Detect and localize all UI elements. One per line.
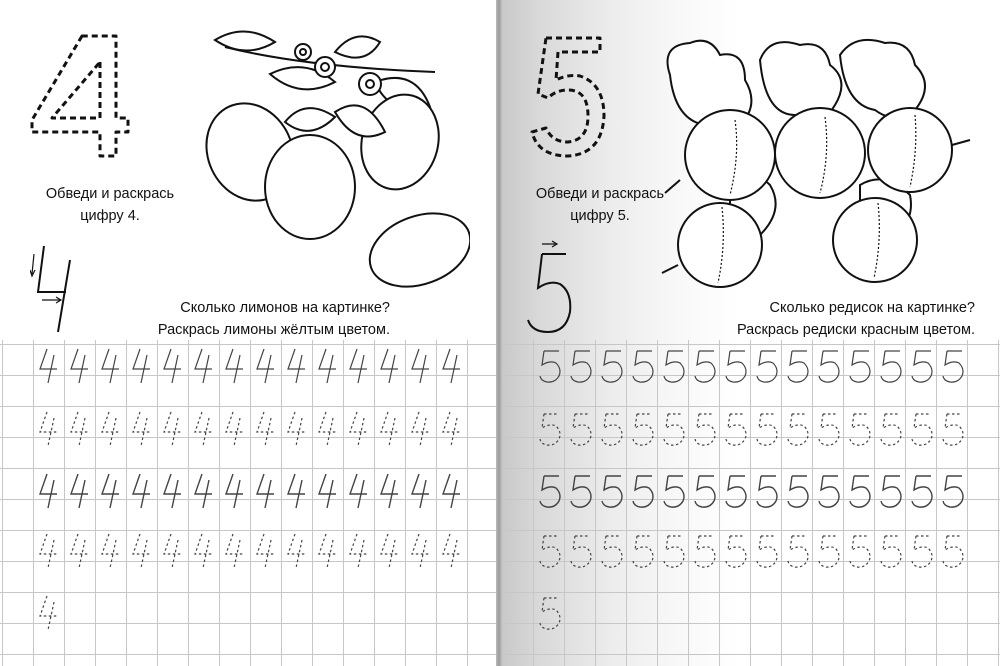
trace-digit-5[interactable] xyxy=(907,345,935,385)
trace-digit-5[interactable] xyxy=(907,530,935,570)
question-line-2: Раскрась редиски красным цветом. xyxy=(736,322,975,338)
instruction-line-1: Обведи и раскрась xyxy=(45,186,175,202)
trace-digit-4[interactable] xyxy=(97,530,125,570)
trace-digit-4[interactable] xyxy=(190,470,218,510)
trace-digit-5[interactable] xyxy=(876,530,904,570)
instruction-text xyxy=(20,183,200,227)
trace-digit-5[interactable] xyxy=(907,470,935,510)
instruction-line-1: Обведи и раскрась xyxy=(535,186,665,202)
trace-digit-4[interactable] xyxy=(345,530,373,570)
trace-digit-4[interactable] xyxy=(97,470,125,510)
trace-digit-4[interactable] xyxy=(283,470,311,510)
instruction-line-2: цифру 4. xyxy=(80,208,140,224)
trace-digit-4[interactable] xyxy=(159,530,187,570)
tracing-row xyxy=(500,408,1000,448)
question-text xyxy=(95,297,390,341)
trace-digit-5[interactable] xyxy=(690,345,718,385)
trace-digit-4[interactable] xyxy=(345,345,373,385)
trace-digit-5[interactable] xyxy=(721,345,749,385)
trace-digit-5[interactable] xyxy=(535,345,563,385)
trace-digit-5[interactable] xyxy=(876,470,904,510)
trace-digit-4[interactable] xyxy=(252,530,280,570)
trace-digit-4[interactable] xyxy=(407,345,435,385)
trace-digit-4[interactable] xyxy=(438,408,466,448)
trace-digit-4[interactable] xyxy=(438,470,466,510)
trace-digit-5[interactable] xyxy=(752,408,780,448)
trace-digit-5[interactable] xyxy=(876,408,904,448)
trace-digit-4[interactable] xyxy=(221,530,249,570)
trace-digit-4[interactable] xyxy=(97,345,125,385)
trace-digit-5[interactable] xyxy=(783,408,811,448)
trace-digit-5[interactable] xyxy=(721,530,749,570)
trace-digit-5[interactable] xyxy=(845,470,873,510)
tracing-row xyxy=(0,592,500,632)
trace-digit-5[interactable] xyxy=(938,470,966,510)
trace-digit-4[interactable] xyxy=(314,408,342,448)
trace-digit-5[interactable] xyxy=(876,345,904,385)
trace-digit-4[interactable] xyxy=(314,470,342,510)
trace-digit-5[interactable] xyxy=(535,470,563,510)
trace-digit-5[interactable] xyxy=(938,408,966,448)
question-line-1: Сколько лимонов на картинке? xyxy=(180,300,390,316)
trace-digit-5[interactable] xyxy=(814,530,842,570)
trace-digit-4[interactable] xyxy=(97,408,125,448)
trace-digit-5[interactable] xyxy=(659,408,687,448)
trace-digit-5[interactable] xyxy=(566,345,594,385)
lemon-branch-illustration[interactable] xyxy=(185,12,470,302)
trace-digit-4[interactable] xyxy=(66,408,94,448)
trace-digit-4[interactable] xyxy=(407,470,435,510)
sample-digit-4-with-arrows xyxy=(30,242,85,342)
trace-digit-5[interactable] xyxy=(845,345,873,385)
trace-digit-4[interactable] xyxy=(283,345,311,385)
trace-digit-4[interactable] xyxy=(283,530,311,570)
tracing-row xyxy=(500,592,1000,632)
trace-digit-5[interactable] xyxy=(597,408,625,448)
trace-digit-4[interactable] xyxy=(376,470,404,510)
trace-digit-5[interactable] xyxy=(752,345,780,385)
trace-digit-4[interactable] xyxy=(128,530,156,570)
trace-digit-4[interactable] xyxy=(159,408,187,448)
trace-digit-4[interactable] xyxy=(376,530,404,570)
question-text xyxy=(650,297,975,341)
tracing-row xyxy=(500,345,1000,385)
trace-digit-5[interactable] xyxy=(659,530,687,570)
trace-digit-5[interactable] xyxy=(597,345,625,385)
radish-bunch-illustration[interactable] xyxy=(660,35,990,300)
trace-digit-4[interactable] xyxy=(345,470,373,510)
tracing-row xyxy=(0,470,500,510)
trace-digit-4[interactable] xyxy=(35,408,63,448)
book-gutter xyxy=(496,0,502,666)
trace-digit-4[interactable] xyxy=(128,408,156,448)
sample-digit-5-with-arrows xyxy=(520,240,575,340)
question-line-1: Сколько редисок на картинке? xyxy=(769,300,975,316)
trace-digit-4[interactable] xyxy=(190,530,218,570)
trace-digit-5[interactable] xyxy=(628,530,656,570)
trace-digit-5[interactable] xyxy=(938,345,966,385)
trace-digit-5[interactable] xyxy=(721,470,749,510)
trace-digit-5[interactable] xyxy=(845,530,873,570)
trace-digit-4[interactable] xyxy=(314,530,342,570)
trace-digit-5[interactable] xyxy=(659,470,687,510)
trace-digit-5[interactable] xyxy=(566,470,594,510)
trace-digit-4[interactable] xyxy=(128,470,156,510)
trace-digit-4[interactable] xyxy=(190,345,218,385)
trace-digit-4[interactable] xyxy=(407,530,435,570)
big-outline-digit-5[interactable] xyxy=(528,32,608,162)
tracing-row xyxy=(500,530,1000,570)
trace-digit-5[interactable] xyxy=(628,408,656,448)
trace-digit-5[interactable] xyxy=(845,408,873,448)
trace-digit-5[interactable] xyxy=(752,530,780,570)
trace-digit-4[interactable] xyxy=(35,530,63,570)
trace-digit-5[interactable] xyxy=(597,530,625,570)
trace-digit-5[interactable] xyxy=(597,470,625,510)
trace-digit-4[interactable] xyxy=(221,470,249,510)
trace-digit-5[interactable] xyxy=(783,530,811,570)
trace-digit-4[interactable] xyxy=(252,408,280,448)
trace-digit-4[interactable] xyxy=(190,408,218,448)
trace-digit-5[interactable] xyxy=(628,345,656,385)
instruction-line-2: цифру 5. xyxy=(570,208,630,224)
trace-digit-4[interactable] xyxy=(438,345,466,385)
trace-digit-5[interactable] xyxy=(535,592,563,632)
trace-digit-4[interactable] xyxy=(252,470,280,510)
trace-digit-4[interactable] xyxy=(376,345,404,385)
trace-digit-4[interactable] xyxy=(66,345,94,385)
trace-digit-5[interactable] xyxy=(566,408,594,448)
trace-digit-4[interactable] xyxy=(376,408,404,448)
trace-digit-4[interactable] xyxy=(221,408,249,448)
trace-digit-4[interactable] xyxy=(66,470,94,510)
trace-digit-4[interactable] xyxy=(438,530,466,570)
tracing-row xyxy=(500,470,1000,510)
trace-digit-5[interactable] xyxy=(628,470,656,510)
trace-digit-5[interactable] xyxy=(721,408,749,448)
trace-digit-4[interactable] xyxy=(159,470,187,510)
trace-digit-4[interactable] xyxy=(66,530,94,570)
trace-digit-4[interactable] xyxy=(283,408,311,448)
trace-digit-5[interactable] xyxy=(938,530,966,570)
instruction-text xyxy=(515,183,685,227)
trace-digit-4[interactable] xyxy=(35,470,63,510)
tracing-row xyxy=(0,408,500,448)
trace-digit-5[interactable] xyxy=(535,530,563,570)
tracing-row xyxy=(0,530,500,570)
trace-digit-4[interactable] xyxy=(35,345,63,385)
trace-digit-4[interactable] xyxy=(159,345,187,385)
question-line-2: Раскрась лимоны жёлтым цветом. xyxy=(157,322,390,338)
big-outline-digit-4[interactable] xyxy=(20,28,135,163)
trace-digit-5[interactable] xyxy=(566,530,594,570)
trace-digit-5[interactable] xyxy=(814,408,842,448)
trace-digit-4[interactable] xyxy=(252,345,280,385)
trace-digit-4[interactable] xyxy=(35,592,63,632)
trace-digit-4[interactable] xyxy=(314,345,342,385)
trace-digit-4[interactable] xyxy=(345,408,373,448)
trace-digit-5[interactable] xyxy=(690,530,718,570)
trace-digit-4[interactable] xyxy=(221,345,249,385)
trace-digit-5[interactable] xyxy=(907,408,935,448)
trace-digit-5[interactable] xyxy=(690,470,718,510)
trace-digit-5[interactable] xyxy=(814,470,842,510)
trace-digit-5[interactable] xyxy=(690,408,718,448)
trace-digit-5[interactable] xyxy=(814,345,842,385)
trace-digit-5[interactable] xyxy=(535,408,563,448)
trace-digit-4[interactable] xyxy=(407,408,435,448)
trace-digit-4[interactable] xyxy=(128,345,156,385)
right-page xyxy=(500,0,1000,666)
trace-digit-5[interactable] xyxy=(752,470,780,510)
trace-digit-5[interactable] xyxy=(783,470,811,510)
trace-digit-5[interactable] xyxy=(659,345,687,385)
tracing-row xyxy=(0,345,500,385)
trace-digit-5[interactable] xyxy=(783,345,811,385)
